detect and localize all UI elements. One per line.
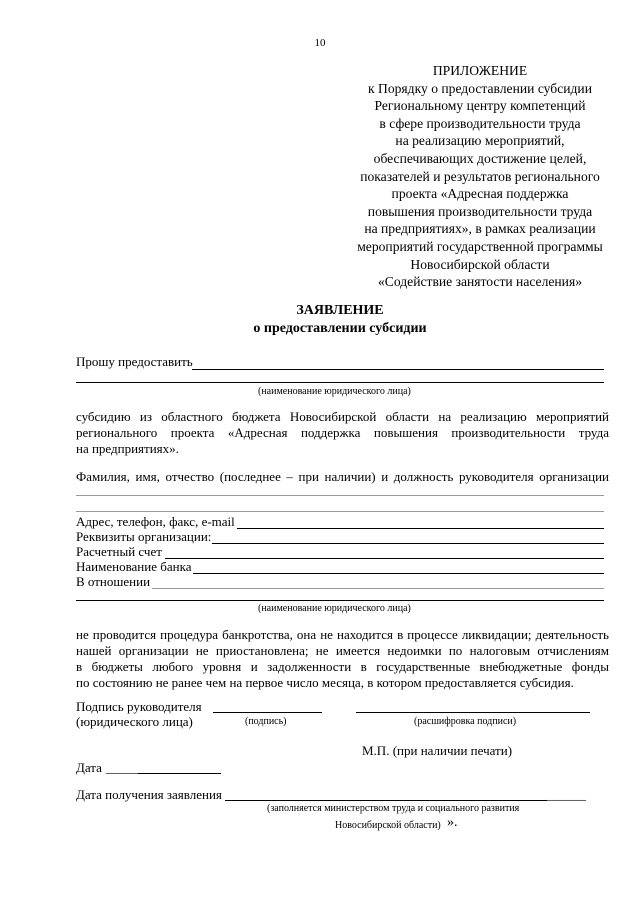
document-title: ЗАЯВЛЕНИЕ — [296, 303, 384, 318]
signature-label-2: (юридического лица) — [76, 714, 193, 729]
requisites-label: Реквизиты организации: — [76, 529, 212, 544]
manager-label: Фамилия, имя, отчество (последнее – при наличии) и должность руководителя организации — [76, 469, 609, 484]
signature-hint: (подпись) — [245, 716, 287, 727]
request-input-line[interactable] — [192, 369, 604, 370]
closing-quote: ». — [447, 815, 458, 830]
appendix-line: показателей и результатов регионального — [360, 168, 600, 184]
bank-input-line[interactable] — [193, 573, 604, 574]
appendix-line: проекта «Адресная поддержка — [391, 186, 569, 202]
signature-input-line[interactable] — [213, 712, 322, 713]
appendix-block — [330, 62, 630, 291]
signature-decode-hint: (расшифровка подписи) — [414, 716, 517, 727]
bank-label: Наименование банка — [76, 559, 192, 574]
paragraph-line: регионального проекта «Адресная поддержка повышения производительности труда — [76, 425, 609, 440]
receipt-tail-fill: ______ — [547, 787, 586, 802]
signature-label: Подпись руководителя — [76, 699, 202, 714]
appendix-line: ПРИЛОЖЕНИЕ — [432, 63, 528, 78]
receipt-input-line[interactable] — [225, 800, 547, 801]
date-input-line[interactable] — [138, 773, 221, 774]
receipt-hint-2: Новосибирской области) — [335, 820, 441, 831]
bankruptcy-paragraph — [76, 627, 609, 691]
regarding-hint: (наименование юридического лица) — [258, 603, 411, 614]
manager-label-block — [76, 469, 609, 485]
address-input-line[interactable] — [237, 528, 604, 529]
paragraph-line: субсидию из областного бюджета Новосибирской области на реализацию мероприятий — [76, 409, 609, 424]
receipt-label: Дата получения заявления — [76, 787, 222, 802]
appendix-line: Региональному центру компетенций — [374, 98, 586, 114]
regarding-label: В отношении — [76, 574, 151, 589]
address-label: Адрес, телефон, факс, e-mail — [76, 514, 235, 529]
account-input-line[interactable] — [165, 558, 604, 559]
signature-decode-input-line[interactable] — [356, 712, 590, 713]
requisites-input-line[interactable] — [212, 543, 604, 544]
paragraph-line: в бюджеты любого уровня и задолженности в государственные внебюджетные фонды — [76, 659, 609, 674]
appendix-line: к Порядку о предоставлении субсидии — [368, 80, 592, 96]
regarding-input-line-2[interactable] — [76, 600, 604, 601]
appendix-line: на предприятиях», в рамках реализации — [364, 221, 596, 237]
appendix-line: на реализацию мероприятий, — [395, 133, 565, 149]
paragraph-line: по состоянию не ранее чем на первое число месяца, в котором предоставляется субсидия. — [76, 675, 574, 690]
subsidy-paragraph — [76, 409, 609, 457]
regarding-input-line[interactable] — [152, 588, 604, 589]
account-label: Расчетный счет — [76, 544, 162, 559]
appendix-line: повышения производительности труда — [367, 203, 593, 219]
appendix-line: в сфере производительности труда — [379, 115, 581, 131]
date-fill: _____ — [106, 760, 139, 775]
date-label: Дата — [76, 760, 102, 775]
request-hint: (наименование юридического лица) — [258, 386, 411, 397]
appendix-line: «Содействие занятости населения» — [377, 274, 583, 290]
paragraph-line: нашей организации не приостановлена; не имеется недоимки по налоговым отчислениям — [76, 643, 609, 658]
appendix-line: мероприятий государственной программы — [357, 238, 603, 254]
appendix-line: обеспечивающих достижение целей, — [373, 150, 587, 166]
manager-input-line-2[interactable] — [76, 511, 604, 512]
receipt-hint: (заполняется министерством труда и социального развития — [267, 803, 520, 814]
request-label: Прошу предоставить — [76, 354, 193, 369]
request-input-line-2[interactable] — [76, 382, 604, 383]
appendix-line: Новосибирской области — [410, 256, 550, 272]
paragraph-line: на предприятиях». — [76, 441, 179, 456]
paragraph-line: не проводится процедура банкротства, она не находится в процессе ликвидации; деятельность — [76, 627, 609, 642]
stamp-note: М.П. (при наличии печати) — [362, 743, 513, 758]
document-subtitle: о предоставлении субсидии — [253, 321, 427, 336]
manager-input-line[interactable] — [76, 495, 604, 496]
page-number: 10 — [314, 37, 326, 49]
